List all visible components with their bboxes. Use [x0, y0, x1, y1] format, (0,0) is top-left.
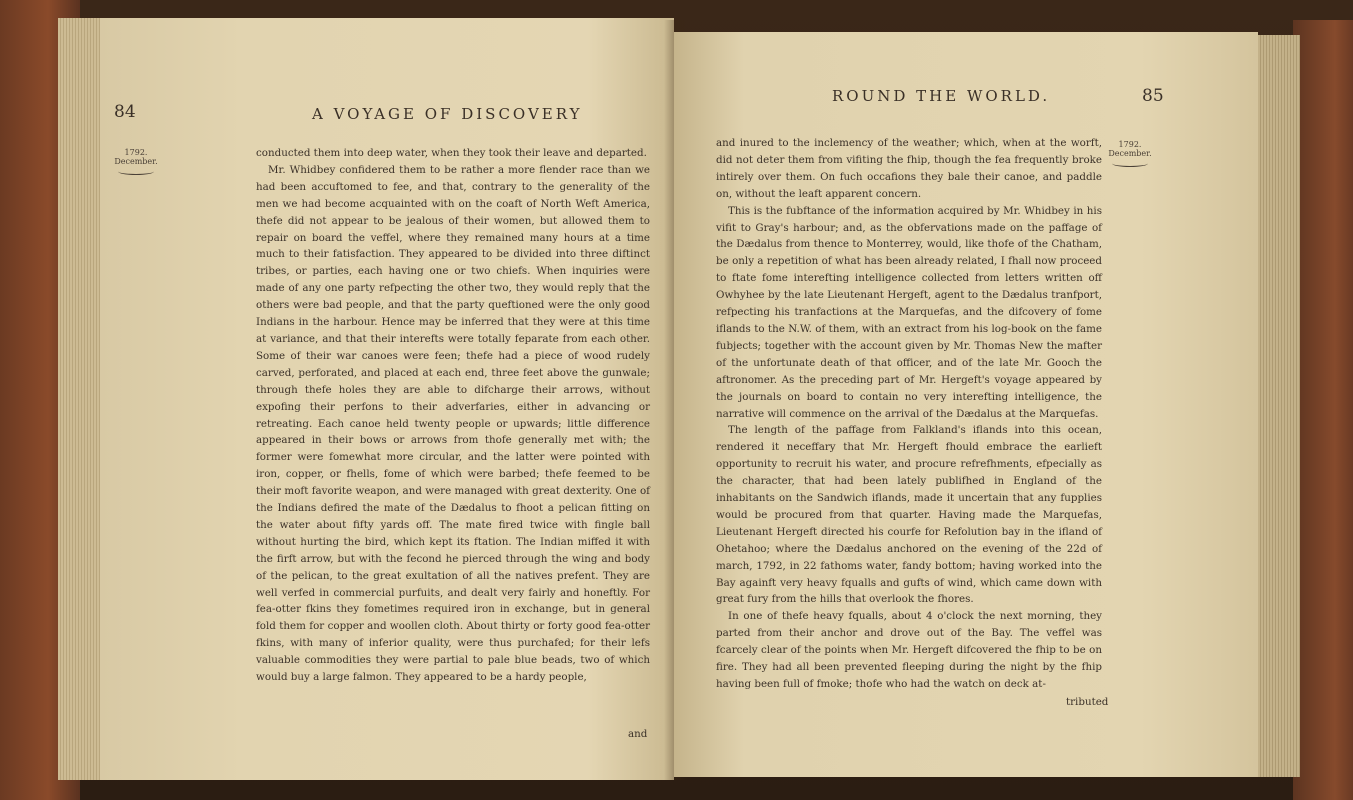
margin-year: 1792. [1118, 140, 1142, 149]
page-edges-right [1255, 35, 1300, 777]
catchword: tributed [1066, 696, 1109, 708]
running-head: ROUND THE WORLD. [832, 87, 1051, 105]
brace-mark [118, 168, 154, 175]
margin-date-note [114, 148, 158, 175]
page-number: 84 [114, 102, 136, 122]
paragraph: This is the fubftance of the information acquired by Mr. Whidbey in his vifit to Gray's harbour; and, as the obfervations made on the paffage of the Dædalus from thence to Monterrey, would, like thofe of the Chatham, be only a repetition of what has been already related, I fhall now proceed to ftate fome interefting intelligence collected from letters written off Owhyhee by the late Lieutenant Hergeft, agent to the Dædalus tranfport, refpecting his tranfactions at the Marquefas, and the difcovery of fome iflands to the N.W. of them, with an extract from his log-book on the fame fubjects; together with the account given by Mr. Thomas New the mafter of the unfortunate death of that officer, and of the late Mr. Gooch the aftronomer. As the preceding part of Mr. Hergeft's voyage appeared by the journals on board to contain no very interefting intelligence, the narrative will commence on the arrival of the Dædalus at the Marquefas. [716, 204, 1102, 420]
paragraph: and inured to the inclemency of the weather; which, when at the worft, did not deter them from vifiting the fhip, though the fea frequently broke intirely over them. On fuch occafions they bale their canoe, and paddle on, without the leaft apparent concern. [716, 137, 1102, 200]
page-number: 85 [1142, 86, 1164, 106]
brace-mark [1112, 160, 1148, 167]
margin-month: December. [114, 157, 158, 166]
right-page [674, 32, 1258, 777]
catchword: and [628, 728, 648, 740]
body-text [716, 135, 1102, 693]
book-cover-right [1293, 20, 1353, 800]
margin-month: December. [1108, 149, 1152, 158]
page-edges-left [58, 18, 104, 780]
paragraph: In one of thefe heavy fqualls, about 4 o'clock the next morning, they parted from their anchor and drove out of the Bay. The veffel was fcarcely clear of the points when Mr. Hergeft difcovered the fhip to be on fire. They had all been prevented fleeping during the night by the fhip having been full of fmoke; thofe who had the watch on deck at- [716, 610, 1102, 690]
paragraph: conducted them into deep water, when they took their leave and departed. [256, 147, 647, 159]
margin-year: 1792. [124, 148, 148, 157]
running-head: A VOYAGE OF DISCOVERY [312, 105, 583, 123]
paragraph: The length of the paffage from Falkland's iflands into this ocean, rendered it neceffary that Mr. Hergeft fhould embrace the earlieft opportunity to recruit his water, and procure refrefhments, efpecially as the character, that had been lately publifhed in England of the inhabitants on the Sandwich iflands, made it uncertain that any fupplies would be procured from that quarter. Having made the Marquefas, Lieutenant Hergeft directed his courfe for Refolution bay in the ifland of Ohetahoo; where the Dædalus anchored on the evening of the 22d of march, 1792, in 22 fathoms water, fandy bottom; having worked into the Bay againft very heavy fqualls and gufts of wind, which came down with great fury from the hills that overlook the fhores. [716, 424, 1102, 606]
body-text [256, 145, 650, 686]
left-page [100, 18, 674, 780]
paragraph: Mr. Whidbey confidered them to be rather a more flender race than we had been accuftomed to fee, and that, contrary to the generality of the men we had become acquainted with on the coaft of North Weft America, thefe did not appear to be jealous of their women, but allowed them to repair on board the veffel, where they remained many hours at a time much to their fatisfaction. They appeared to be divided into three diftinct tribes, or parties, each having one or two chiefs. When inquiries were made of any one party refpecting the other two, they would reply that the others were bad people, and that the party queftioned were the only good Indians in the harbour. Hence may be inferred that they were at this time at variance, and that their interefts were totally feparate from each other. Some of their war canoes were feen; thefe had a piece of wood rudely carved, perforated, and placed at each end, three feet above the gunwale; through thefe holes they are able to difcharge their arrows, without expofing their perfons to their adverfaries, either in advancing or retreating. Each canoe held twenty people or upwards; little difference appeared in their bows or arrows from thofe generally met with; the former were fomewhat more circular, and the latter were pointed with iron, copper, or fhells, fome of which were barbed; thefe feemed to be their moft favorite weapon, and were managed with great dexterity. One of the Indians defired the mate of the Dædalus to fhoot a pelican fitting on the water about fifty yards off. The mate fired twice with fingle ball without hurting the bird, which kept its ftation. The Indian miffed it with the firft arrow, but with the fecond he pierced through the wing and body of the pelican, to the great exultation of all the natives prefent. They are well verfed in commercial purfuits, and dealt very fairly and honeftly. For fea-otter fkins they fometimes required iron in exchange, but in general fold them for copper and woollen cloth. About thirty or forty good fea-otter fkins, with many of inferior quality, were thus purchafed; for their lefs valuable commodities they were partial to pale blue beads, two of which would buy a large falmon. They appeared to be a hardy people, [256, 163, 650, 684]
margin-date-note [1108, 140, 1152, 167]
